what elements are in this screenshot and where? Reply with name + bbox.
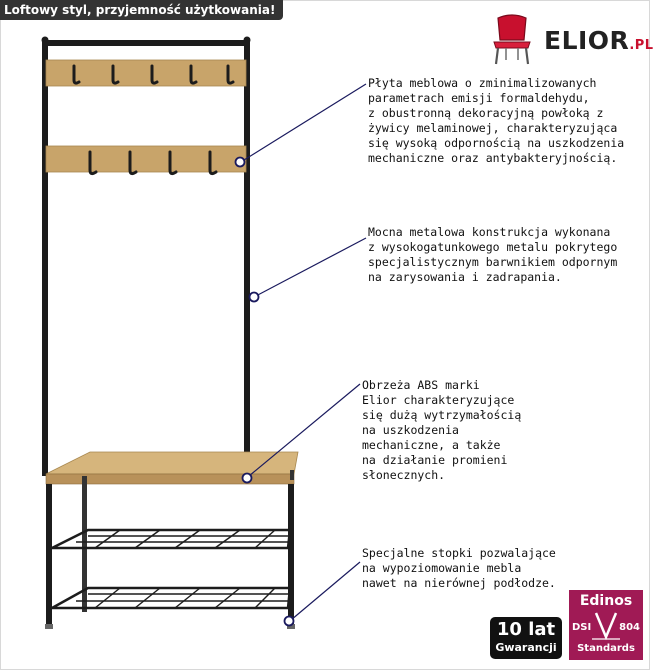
logo-brand: ELIOR: [544, 26, 630, 55]
front-left-leg: [46, 484, 52, 626]
top-rail: [42, 40, 250, 46]
feature-edge-text: Obrzeża ABS marki Elior charakteryzujące się dużą wytrzymałością na uszkodzenia mechaniczne, a także na działanie promieni słonecznych.: [362, 378, 522, 482]
callout-line-frame: [254, 238, 366, 297]
marker-frame: [250, 293, 259, 302]
lower-shoe-shelf: [52, 588, 290, 608]
marker-feet: [285, 617, 294, 626]
warranty-label: Gwarancji: [495, 641, 557, 654]
callout-line-feet: [291, 562, 360, 620]
feature-board-text: Płyta meblowa o zminimalizowanych parametrach emisji formaldehydu, z obustronną dekoracyjną powłoką z żywicy melaminowej, charakteryzująca się wysoką odpornością na uszkodzenia mechaniczne oraz antybakteryjnością.: [368, 76, 625, 165]
upper-shoe-shelf: [52, 530, 290, 548]
edinos-title: Edinos: [579, 593, 633, 609]
warranty-years: 10 lat: [496, 619, 556, 640]
left-upright: [42, 38, 48, 476]
logo-suffix: .PL: [629, 38, 654, 53]
edinos-label: Standards: [577, 643, 635, 654]
edinos-badge: [569, 590, 643, 660]
warranty-badge: [490, 617, 562, 659]
edinos-mark: [569, 609, 643, 643]
feature-feet-text: Specjalne stopki pozwalające na wypoziomowanie mebla nawet na nierównej podłodze.: [362, 546, 556, 590]
feature-frame-text: Mocna metalowa konstrukcja wykonana z wysokogatunkowego metalu pokrytego specjalistycznym barwnikiem odpornym na zarysowania i zadrapania.: [368, 225, 618, 284]
lower-hook-board: [46, 146, 246, 172]
marker-board: [236, 158, 245, 167]
bench-top: [46, 452, 298, 474]
callout-line-board: [244, 84, 366, 160]
foot-left: [45, 624, 53, 629]
header-banner: Loftowy styl, przyjemność użytkowania!: [0, 0, 283, 20]
marker-edge: [243, 474, 252, 483]
right-upright: [244, 38, 250, 476]
edinos-code: 804: [619, 622, 640, 633]
callout-line-edge: [249, 384, 360, 476]
edinos-dsi: DSI: [572, 622, 592, 633]
